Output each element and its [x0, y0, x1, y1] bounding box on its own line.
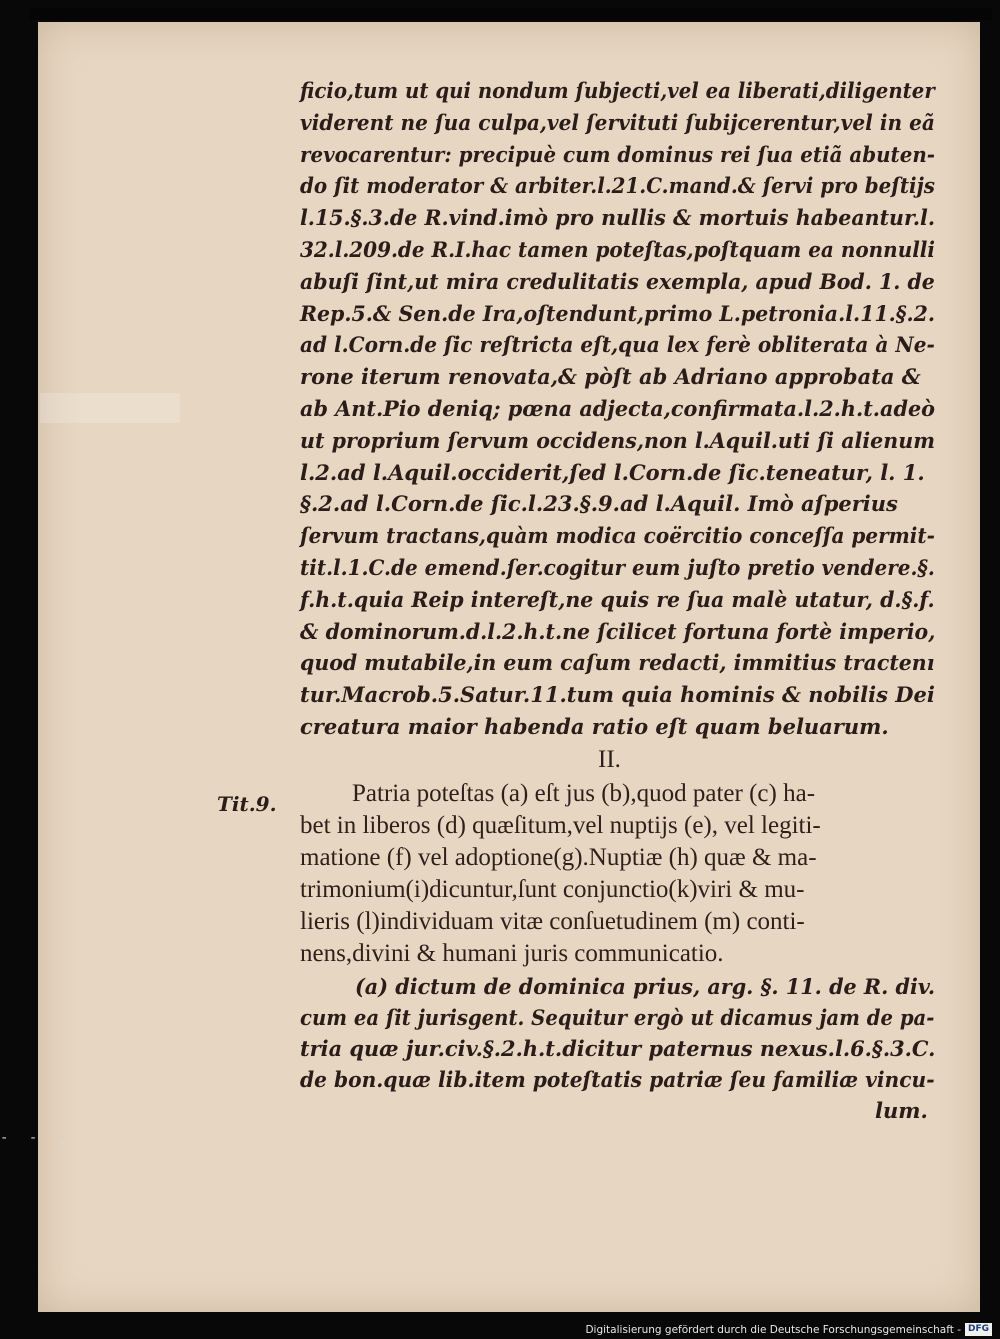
text-line: Rep.5.& Sen.de Ira,oſtendunt,primo L.petronia.l.11.§.2.	[300, 300, 935, 326]
text-line: 32.l.209.de R.I.hac tamen poteſtas,poſtquam ea nonnulli	[300, 237, 935, 262]
text-line: viderent ne ſua culpa,vel ſervituti ſubijcerentur,vel in eã	[300, 109, 935, 135]
text-line: ad l.Corn.de ſic reſtricta eſt,qua lex ferè obliterata à Ne-	[300, 332, 935, 358]
text-line: rone iterum renovata,& pòſt ab Adriano approbata &	[300, 364, 921, 390]
text-line: abuſi ſint,ut mira credulitatis exempla, apud Bod. 1. de	[300, 268, 935, 294]
text-line: l.15.§.3.de R.vind.imò pro nullis & mortuis habeantur.l.	[300, 205, 935, 231]
text-line: §.2.ad l.Corn.de ſic.l.23.§.9.ad l.Aquil. Imò aſperius	[300, 491, 898, 517]
scan-ruler-ticks: - - -	[0, 1130, 73, 1146]
scan-border	[30, 8, 992, 20]
library-stamp-ghost	[40, 393, 180, 423]
dfg-logo: DFG	[965, 1323, 992, 1336]
text-line: ſervum tractans,quàm modica coërcitio conceſſa permit-	[300, 523, 935, 549]
text-line: de bon.quæ lib.item poteſtatis patriæ ſeu familiæ vincu-	[300, 1067, 935, 1092]
footer-credit	[585, 1323, 992, 1336]
section-number: II.	[598, 746, 621, 773]
text-line: tur.Macrob.5.Satur.11.tum quia hominis & nobilis Dei	[300, 682, 935, 708]
text-line: tria quæ jur.civ.§.2.h.t.dicitur paternus nexus.l.6.§.3.C.	[300, 1036, 936, 1061]
text-line: do ſit moderator & arbiter.l.21.C.mand.& ſervi pro beſtijs	[300, 173, 935, 199]
text-line: lieris (l)individuam vitæ conſuetudinem (m) conti-	[300, 908, 805, 935]
text-line: nens,divini & humani juris communicatio.	[300, 940, 724, 967]
text-line: ficio,tum ut qui nondum ſubjecti,vel ea liberati,diligenter	[300, 78, 935, 103]
text-line: creatura maior habenda ratio eſt quam beluarum.	[300, 714, 889, 739]
text-line: cum ea ſit jurisgent. Sequitur ergò ut dicamus jam de pa-	[300, 1005, 935, 1030]
text-line: quod mutabile,in eum caſum redacti, immitius tractenı	[300, 650, 935, 676]
text-line: f.h.t.quia Reip intereſt,ne quis re ſua malè utatur, d.§.f.	[300, 586, 935, 612]
text-line: (a) dictum de dominica prius, arg. §. 11. de R. div.	[355, 974, 936, 999]
text-line: lum.	[875, 1098, 928, 1123]
text-line: matione (f) vel adoptione(g).Nuptiæ (h) quæ & ma-	[300, 844, 817, 871]
text-line: revocarentur: precipuè cum dominus rei ſua etiã abuten-	[300, 141, 935, 167]
text-line: tit.l.1.C.de emend.ſer.cogitur eum juſto pretio vendere.§.	[300, 555, 935, 580]
text-line: l.2.ad l.Aquil.occiderit,ſed l.Corn.de ſic.teneatur, l. 1.	[300, 459, 925, 485]
margin-note: Tit.9.	[217, 792, 277, 816]
text-line: ut proprium ſervum occidens,non l.Aquil.uti ſi alienum	[300, 427, 935, 453]
text-line: bet in liberos (d) quæſitum,vel nuptijs (e), vel legiti-	[300, 812, 821, 839]
text-line: & dominorum.d.l.2.h.t.ne ſcilicet fortuna fortè imperio,	[300, 618, 936, 644]
text-line: ab Ant.Pio deniq; pœna adjecta,confirmata.l.2.h.t.adeò	[300, 396, 936, 421]
text-line: Patria poteſtas (a) eſt jus (b),quod pater (c) ha-	[352, 780, 816, 807]
text-line: trimonium(i)dicuntur,ſunt conjunctio(k)viri & mu-	[300, 876, 805, 903]
footer-text: Digitalisierung gefördert durch die Deutsche Forschungsgemeinschaft -	[585, 1323, 961, 1336]
